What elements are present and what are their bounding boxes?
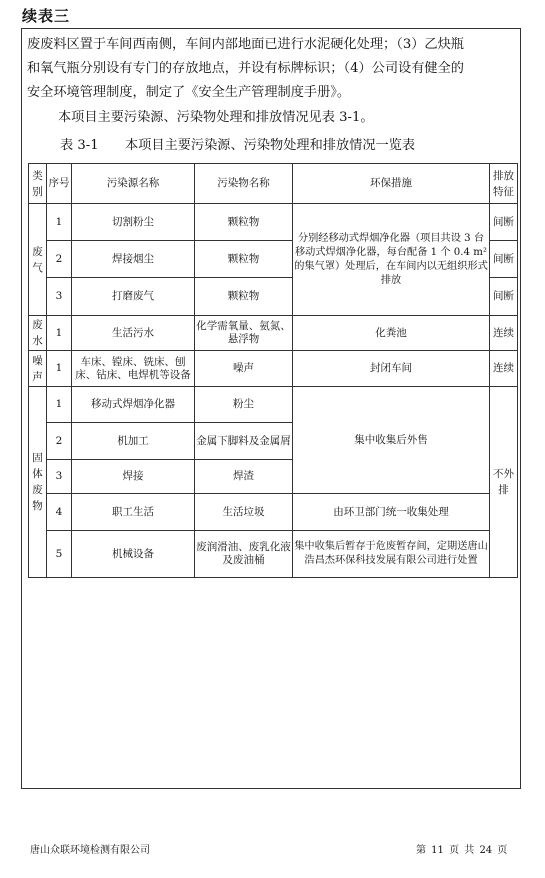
row-feature: 连续: [490, 351, 518, 387]
header-source: 污染源名称: [72, 164, 195, 204]
category-waste-gas: 废气: [29, 204, 47, 316]
section-heading: 续表三: [22, 7, 71, 25]
measure-waste-gas: 分别经移动式焊烟净化器（项目共设 3 台移动式焊烟净化器，每台配备 1 个 0.4 m² 的集气罩）处理后，在车间内以无组织形式排放: [293, 204, 490, 316]
row-feature: 连续: [490, 316, 518, 351]
table-caption: 表 3-1 本项目主要污染源、污染物处理和排放情况一览表: [60, 138, 416, 153]
row-source: 机加工: [72, 423, 195, 460]
row-number: 2: [47, 241, 72, 278]
row-source: 生活污水: [72, 316, 195, 351]
category-solid-waste: 固体废物: [29, 387, 47, 578]
row-number: 3: [47, 460, 72, 494]
row-pollutant: 生活垃圾: [195, 494, 293, 531]
row-measure: 化粪池: [293, 316, 490, 351]
row-source: 移动式焊烟净化器: [72, 387, 195, 423]
row-source: 打磨废气: [72, 278, 195, 316]
table-row: [29, 387, 518, 423]
row-source: 车床、镗床、铣床、刨床、钻床、电焊机等设备: [72, 351, 195, 387]
row-number: 1: [47, 351, 72, 387]
row-number: 5: [47, 531, 72, 578]
category-noise: 噪声: [29, 351, 47, 387]
paragraph-line-3: 安全环境管理制度，制定了《安全生产管理制度手册》。: [27, 85, 351, 100]
row-number: 4: [47, 494, 72, 531]
row-number: 1: [47, 387, 72, 423]
table-row: [29, 531, 518, 578]
measure-sale: 集中收集后外售: [293, 387, 490, 494]
pollution-table: [28, 163, 518, 578]
row-source: 焊接烟尘: [72, 241, 195, 278]
footer-company: 唐山众联环境检测有限公司: [30, 845, 150, 856]
row-number: 3: [47, 278, 72, 316]
row-source: 职工生活: [72, 494, 195, 531]
feature-solid-waste: 不外排: [490, 387, 518, 578]
row-pollutant: 颗粒物: [195, 241, 293, 278]
footer-page-number: 第 11 页 共 24 页: [416, 845, 508, 856]
row-pollutant: 颗粒物: [195, 204, 293, 241]
row-pollutant: 焊渣: [195, 460, 293, 494]
row-pollutant: 颗粒物: [195, 278, 293, 316]
paragraph-line-4: 本项目主要污染源、污染物处理和排放情况见表 3-1。: [58, 110, 374, 125]
row-pollutant: 噪声: [195, 351, 293, 387]
row-pollutant: 化学需氧量、氨氮、悬浮物: [195, 316, 293, 351]
table-row: [29, 351, 518, 387]
row-measure: 由环卫部门统一收集处理: [293, 494, 490, 531]
row-pollutant: 粉尘: [195, 387, 293, 423]
header-pollutant: 污染物名称: [195, 164, 293, 204]
row-pollutant: 废润滑油、废乳化液及废油桶: [195, 531, 293, 578]
paragraph-line-1: 废废料区置于车间西南侧，车间内部地面已进行水泥硬化处理；（3）乙炔瓶: [27, 37, 464, 52]
row-feature: 间断: [490, 241, 518, 278]
table-row: [29, 316, 518, 351]
row-number: 1: [47, 316, 72, 351]
row-measure: 封闭车间: [293, 351, 490, 387]
header-category: 类别: [29, 164, 47, 204]
paragraph-line-2: 和氧气瓶分别设有专门的存放地点，并设有标牌标识；（4）公司设有健全的: [27, 61, 464, 76]
row-pollutant: 金属下脚料及金属屑: [195, 423, 293, 460]
row-feature: 间断: [490, 204, 518, 241]
row-number: 1: [47, 204, 72, 241]
table-row: [29, 204, 518, 241]
table-header-row: [29, 164, 518, 204]
row-measure: 集中收集后暂存于危废暂存间，定期送唐山浩昌杰环保科技发展有限公司进行处置: [293, 531, 490, 578]
row-source: 机械设备: [72, 531, 195, 578]
category-waste-water: 废水: [29, 316, 47, 351]
row-source: 焊接: [72, 460, 195, 494]
row-feature: 间断: [490, 278, 518, 316]
row-number: 2: [47, 423, 72, 460]
table-row: [29, 494, 518, 531]
row-source: 切割粉尘: [72, 204, 195, 241]
header-number: 序号: [47, 164, 72, 204]
header-measure: 环保措施: [293, 164, 490, 204]
header-feature: 排放特征: [490, 164, 518, 204]
